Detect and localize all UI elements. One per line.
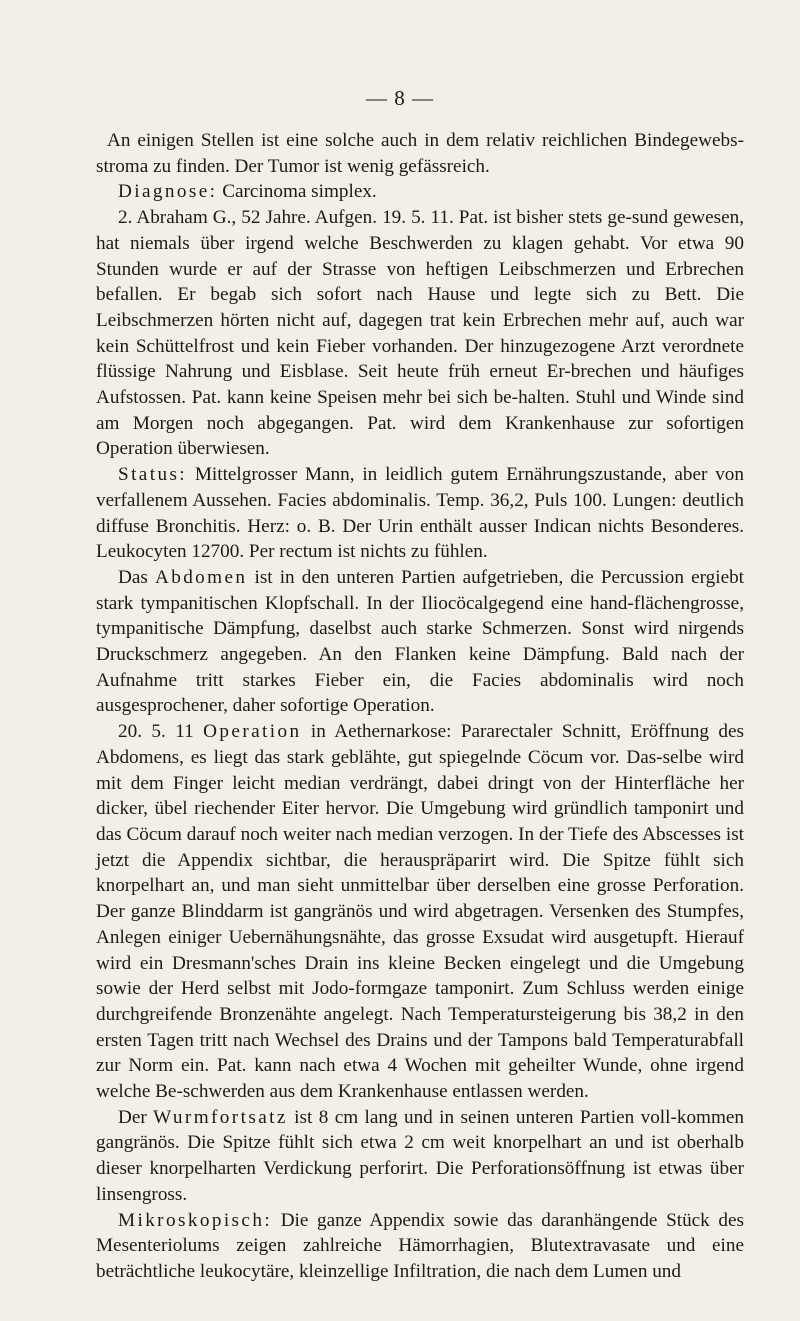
paragraph-diagnose xyxy=(96,179,744,205)
paragraph-case-history: 2. Abraham G., 52 Jahre. Aufgen. 19. 5. 11. Pat. ist bisher stets ge-sund gewesen, hat niemals über irgend welche Beschwerden zu klagen gehabt. Vor etwa 90 Stunden wurde er auf der Strasse von heftigen Leibschmerzen und Erbrechen befallen. Er begab sich sofort nach Hause und legte sich zu Bett. Die Leibschmerzen hörten nicht auf, dagegen trat kein Erbrechen mehr auf, auch war kein Schüttelfrost und kein Fieber vorhanden. Der hinzugezogene Arzt verordnete flüssige Nahrung und Eisblase. Seit heute früh erneut Er-brechen und häufiges Aufstossen. Pat. kann keine Speisen mehr bei sich be-halten. Stuhl und Winde sind am Morgen noch abgegangen. Pat. wird dem Krankenhause zur sofortigen Operation überwiesen. xyxy=(96,207,744,460)
page-number: — 8 — xyxy=(366,86,434,110)
paragraph-status xyxy=(96,462,744,565)
status-heading: Status: xyxy=(118,464,188,486)
paragraph-abdomen xyxy=(96,565,744,719)
operation-heading: Operation xyxy=(203,721,302,743)
abdomen-heading: Abdomen xyxy=(154,566,248,588)
abdomen-text: ist in den unteren Partien aufgetrieben, die Percussion ergiebt stark tympanitischen Klopfschall. In der Iliocöcalgegend eine hand-flächengrosse, tympanitische Dämpfung, daselbst auch starke Schmerzen. Sonst wird nirgends Druckschmerz angegeben. An den Flanken keine Dämpfung. Bald nach der Aufnahme tritt starkes Fieber ein, die Facies abdominalis wird noch ausgesprochener, daher sofortige Operation. xyxy=(96,566,745,717)
diagnose-heading: Diagnose: xyxy=(118,181,218,203)
diagnose-text: Carcinoma simplex. xyxy=(217,181,377,203)
paragraph-wurmfortsatz xyxy=(96,1105,744,1208)
wurmfortsatz-heading: Wurmfortsatz xyxy=(153,1106,288,1128)
paragraph-operation xyxy=(96,719,744,1105)
mikroskopisch-heading: Mikroskopisch: xyxy=(118,1209,273,1231)
wurmfortsatz-pre: Der xyxy=(118,1106,154,1128)
paragraph-stroma: An einigen Stellen ist eine solche auch in dem relativ reichlichen Bindegewebs-stroma zu finden. Der Tumor ist wenig gefässreich. xyxy=(96,130,744,177)
mikroskopisch-text: Die ganze Appendix sowie das daranhängende Stück des Mesenteriolums zeigen zahlreiche Hämorrhagien, Blutextravasate und eine beträchtliche leukocytäre, kleinzellige Infiltration, die nach dem Lumen und xyxy=(96,1209,744,1282)
operation-date: 20. 5. 11 xyxy=(118,721,204,743)
wurmfortsatz-text: ist 8 cm lang und in seinen unteren Partien voll-kommen gangränös. Die Spitze fühlt sich etwa 2 cm weit knorpelhart an und ist oberhalb dieser knorpelharten Verdickung perforirt. Die Perforationsöffnung ist etwas über linsengross. xyxy=(96,1106,744,1205)
operation-text: in Aethernarkose: Pararectaler Schnitt, Eröffnung des Abdomens, es liegt das stark geblähte, gut spiegelnde Cöcum vor. Das-selbe wird mit dem Finger leicht median verdrängt, dabei dringt von der Hinterfläche her dicker, übel riechender Eiter hervor. Die Umgebung wird gründlich tamponirt und das Cöcum darauf noch weiter nach median verzogen. In der Tiefe des Abscesses ist jetzt die Appendix sichtbar, die herauspräparirt wird. Die Spitze fühlt sich knorpelhart an, und man sieht unmittelbar über derselben eine grosse Perforation. Der ganze Blinddarm ist gangränös und wird abgetragen. Versenken des Stumpfes, Anlegen einiger Uebernähungsnähte, das grosse Exsudat wird ausgetupft. Hierauf wird ein Dresmann'sches Drain ins kleine Becken eingelegt und die Umgebung sowie der Herd selbst mit Jodo-formgaze tamponirt. Zum Schluss werden einige durchgreifende Bronzenähte angelegt. Nach Temperatursteigerung bis 38,2 in den ersten Tagen tritt nach Wechsel des Drains und der Tampons bald Temperaturabfall zur Norm ein. Pat. kann nach etwa 4 Wochen mit geheilter Wunde, ohne irgend welche Be-schwerden aus dem Krankenhause entlassen werden. xyxy=(96,721,744,1103)
abdomen-pre: Das xyxy=(118,566,155,588)
body-text xyxy=(96,128,744,1285)
paragraph-mikroskopisch xyxy=(96,1208,744,1285)
status-text: Mittelgrosser Mann, in leidlich gutem Ernährungszustande, aber von verfallenem Aussehen. Facies abdominalis. Temp. 36,2, Puls 100. Lungen: deutlich diffuse Bronchitis. Herz: o. B. Der Urin enthält ausser Indican nichts Besonderes. Leukocyten 12700. Per rectum ist nichts zu fühlen. xyxy=(96,464,744,563)
